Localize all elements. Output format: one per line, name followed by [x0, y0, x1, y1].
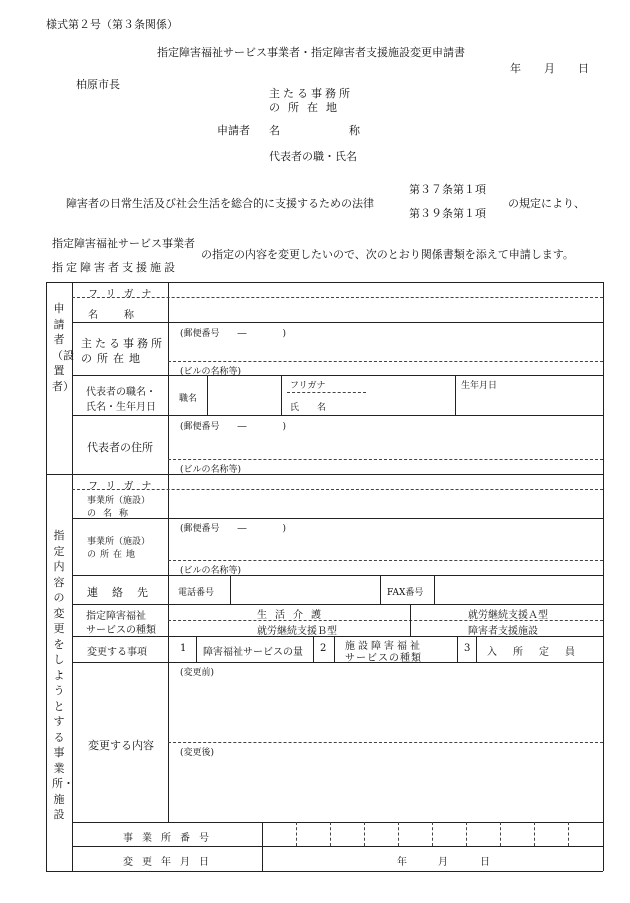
facility-location-line2: の所在地: [87, 550, 140, 560]
change-item-1-option[interactable]: 障害福祉サービスの量: [203, 647, 303, 658]
rep-birthdate-label: 生年月日: [461, 381, 498, 391]
facility-furigana-label: フリガナ: [88, 481, 160, 492]
law-suffix: の規定により、: [508, 197, 585, 210]
service-option-seikatsu-kaigo[interactable]: 生活介護: [257, 610, 329, 621]
service-option-shuro-b[interactable]: 就労継続支援Ｂ型: [257, 626, 337, 637]
rep-name-label: 氏 名: [290, 403, 327, 413]
rep-furigana-label: フリガナ: [290, 381, 326, 391]
service-option-shogaisha-shien[interactable]: 障害者支援施設: [468, 626, 538, 637]
change-item-2-option-line1[interactable]: 施設障害福祉: [345, 641, 423, 652]
rep-title-line2: 氏名・生年月日: [86, 402, 156, 413]
business-type-2: 指定障害者支援施設: [52, 261, 178, 274]
form-number: 様式第２号（第３条関係）: [46, 18, 178, 31]
change-item-3-option[interactable]: 入所定員: [487, 647, 591, 658]
facility-location-line1: 事業所（施設）: [87, 537, 151, 547]
applicant-building-name[interactable]: (ビルの名称等): [180, 367, 242, 377]
service-option-shuro-a[interactable]: 就労継続支援Ａ型: [468, 610, 548, 621]
applicant-side-label: 申請者（設置者）: [52, 302, 74, 393]
service-type-line2: サービスの種類: [86, 625, 156, 636]
representative-label: 代表者の職・氏名: [269, 150, 357, 163]
after-change-field[interactable]: (変更後): [180, 748, 215, 758]
applicant-postal-code[interactable]: (郵便番号 ― ): [180, 329, 287, 339]
facility-building-name[interactable]: (ビルの名称等): [180, 566, 242, 576]
date-day-label: 日: [578, 62, 589, 75]
header-office-location-line1: 主たる事務所: [269, 87, 353, 100]
service-type-line1: 指定障害福祉: [86, 611, 146, 622]
applicant-office-location-line1: 主たる事務所: [81, 337, 165, 350]
change-date-year: 年: [397, 857, 407, 868]
applicant-furigana-label: フリガナ: [88, 289, 160, 300]
date-month-label: 月: [544, 62, 555, 75]
contact-label: 連絡先: [87, 586, 162, 599]
facility-side-label: 指定内容の変更をしようとする事業所・施設: [52, 529, 74, 821]
change-date-day: 日: [480, 857, 490, 868]
facility-postal-code[interactable]: (郵便番号 ― ): [180, 524, 287, 534]
law-text: 障害者の日常生活及び社会生活を総合的に支援するための法律: [66, 197, 374, 210]
document-title: 指定障害福祉サービス事業者・指定障害者支援施設変更申請書: [157, 46, 465, 59]
business-type-1: 指定障害福祉サービス事業者: [52, 237, 195, 250]
applicant-office-location-line2: の所在地: [81, 352, 145, 365]
change-item-3-number: 3: [464, 643, 471, 654]
facility-name-line2: の名称: [87, 509, 136, 519]
article-39: 第３９条第１項: [409, 207, 486, 220]
change-item-2-number: 2: [320, 643, 327, 654]
phone-label: 電話番号: [178, 588, 215, 598]
change-items-label: 変更する事項: [87, 647, 147, 658]
rep-job-title-label: 職名: [179, 394, 198, 404]
change-item-2-option-line2[interactable]: サービスの種類: [345, 653, 422, 664]
rep-building-name[interactable]: (ビルの名称等): [180, 465, 242, 475]
request-text: の指定の内容を変更したいので、次のとおり関係書類を添えて申請します。: [201, 248, 574, 261]
change-content-label: 変更する内容: [88, 739, 154, 752]
header-office-location-line2: の所在地: [269, 101, 345, 114]
rep-address-label: 代表者の住所: [87, 441, 153, 454]
applicant-name-label: 名称: [88, 310, 160, 321]
change-date-label: 変更年月日: [123, 857, 218, 868]
rep-postal-code[interactable]: (郵便番号 ― ): [180, 422, 287, 432]
office-number-label: 事業所番号: [123, 833, 218, 844]
change-date-month: 月: [438, 857, 448, 868]
date-year-label: 年: [510, 62, 521, 75]
header-name-label-1: 名: [269, 124, 280, 137]
header-name-label-2: 称: [349, 124, 360, 137]
facility-name-line1: 事業所（施設）: [87, 496, 151, 506]
addressee: 柏原市長: [76, 78, 120, 91]
rep-title-line1: 代表者の職名・: [86, 387, 156, 398]
change-item-1-number: 1: [180, 643, 187, 654]
applicant-label: 申請者: [217, 124, 250, 137]
fax-label: FAX番号: [387, 588, 424, 598]
before-change-field[interactable]: (変更前): [180, 668, 215, 678]
article-37: 第３７条第１項: [409, 183, 486, 196]
